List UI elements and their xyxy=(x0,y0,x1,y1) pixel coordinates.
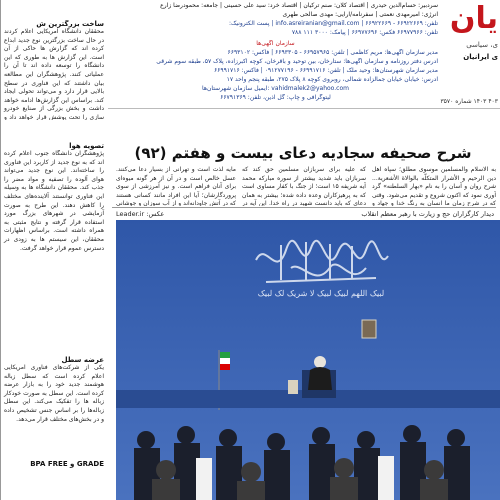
sidebar-section-text: یکی از شرکت‌های فناوری آمریکایی اعلام کرده است که سطل زباله هوشمند جدید خود را به بازار عرضه کرده است. این سطل به صورت خودکار زباله ها را تفکیک می‌کند. این سطل زباله‌ها را بر اساس جنس تشخیص داده و در بخش‌های مختلف قرار می‌دهد. xyxy=(4,364,104,423)
staff-contact: تلفن: ۶۶۹۷۷۹۶۶ فکس: ۶۶۹۷۷۶۹۶ | پیامک: ۳۰۰۰ ۱۱۱ ۷۸۸ xyxy=(291,29,438,36)
sidebar-section-title: عرضه سطل xyxy=(61,356,104,364)
staff-address: آدرس دفتر روزنامه و سازمان آگهی‌ها: ستارخان، بین توحید و باقرخان، کوچه اکبرزاده، پلاک ۵۷، طبقه سوم شرقی xyxy=(156,58,438,65)
sidebar-footer-line: GRADE و BPA FREE xyxy=(30,460,104,468)
issue-number: ۴۰۳ ۱۴۰۳ شماره ۳۵۷۰ xyxy=(440,98,498,105)
news-photo xyxy=(116,220,500,500)
banner-calligraphy: لبیک اللهم لبیک لبیک لا شریک لک لبیک xyxy=(257,289,385,298)
staff-contact: مدیر سازمان آگهی‌ها: مریم کاظمی | تلفن: ۶۶۹۵۷۹۶۵ - ۶۶۹۳۳۰۵ | فاکس: ۶۶۹۳۱۰۲ xyxy=(227,49,438,56)
ads-org-title: سازمان آگهی‌ها xyxy=(256,40,295,47)
staff-contact: مدیر سازمان شهرستان‌ها: وحید ملک | تلفن: ۶۶۹۹۱۷۱۶ - ۰۹۱۲۷۷۱۹۶ | فاکس: ۶۶۹۹۱۷۱۶ xyxy=(213,67,438,74)
article-column-2: که علیه برای سربازان مسلمین حق کند که سربازان باید شدید بیشتر از سوره مبارکه محمد آیه شریفه ۱۵ است؛ از جنگ با کفار مساوی است که به پرهیزکاران وعده داده شده؛ بیشتر به همان دعای که باید دانست شهید در راه خدا. این آیه در xyxy=(242,166,366,206)
staff-email: vahidmalek2@yahoo.com :ایمیل سازمان شهرستان‌ها xyxy=(202,85,349,92)
masthead-tagline: ی، سیاسی xyxy=(466,41,498,49)
divider xyxy=(112,207,496,208)
staff-printing: لیتوگرافی و چاپ: گل آذین، تلفن: ۶۶۷۹۱۳۶۹ xyxy=(220,94,331,101)
newspaper-logo: یان xyxy=(449,2,498,36)
sidebar-section-text: پژوهشگران دانشگاه جنوب اعلام کرده اند که به نوع جدید از کاربرد این فناوری را ساخته‌اند. این نوع جدید می‌تواند هوای آلوده را تصفیه و مواد مضر را جذب کند. محققان دانشگاه ها به وسیله این فناوری توانستند آلاینده‌های مختلف را کاهش دهند. این طرح به صورت آزمایشی در شهرهای بزرگ مورد استفاده قرار گرفته و نتایج مثبتی به همراه داشته است. براساس اظهارات محققان، این سیستم ها به زودی در دسترس عموم قرار خواهد گرفت. xyxy=(4,150,104,252)
article-column-1: به الاسلام والمسلمین موسوی مطلق؛ سپاه اهل دین الرحیم و الأشرار المتکلّه بالوالاة الأشعرية... شرح روان و آسان را به نام «بهار السلطنه» گرد آوری نمود که اکنون شروع و تقدیم می‌شود. وقتی که در شرح زمان ما انسان به رنگ خدا و جهاد و xyxy=(372,166,496,206)
sidebar-section-text: محققان دانشگاه آمریکایی اعلام کردند در حال ساخت بزرگترین نوع جدید ابداع کرده اند که گزارش ها حاکی از آن است. این گزارش ها به طوری که این دانشگاه را توسعه داده اند تا آن را عملیاتی کنند. پژوهشگران این مطالعه بیان داشتند که این فناوری در سطح بالایی قرار دارد و می‌تواند تحولی ایجاد کند. براساس این گزارش‌ها ادامه خواهد داشت و بخش بزرگی از صنایع خودرو سازی را تحت پوشش قرار خواهد داد و xyxy=(4,28,104,120)
photo-credit: Leader.ir :عکس xyxy=(116,210,165,218)
sidebar-column xyxy=(0,0,107,500)
staff-address: آدرس: خیابان خیابان جمالزاده شمالی، روبروی کوچه ۸ پلاک ۲۷۵، طبقه پنجم واحد ۱۷ xyxy=(226,76,438,83)
masthead-tagline-secondary: ی ایرانیان xyxy=(463,53,498,61)
staff-line xyxy=(113,2,438,11)
staff-editors: سردبیر: حسام‌الدین حیدری | اقتصاد کلان: صنم ترکیان | اقتصاد خرد: سید علی حسینی | جامعه: محمودرضا زارع xyxy=(160,2,438,9)
article-headline: شرح صحیفه سجادیه دعای بیست و هفتم (۹۲) xyxy=(134,144,472,162)
photo-caption: دیدار کارگزاران حج و زیارت با رهبر معظم انقلاب xyxy=(361,210,494,218)
divider xyxy=(108,108,500,109)
sidebar-section-title: ساخت بزرگترین ش xyxy=(36,20,104,28)
news-photo-illustration xyxy=(116,220,500,500)
article-column-3: مایه لذت است و تهرانی از بسیار دعا می‌کنند. عسل خالص است و در آن از هر گونه میوه‌ای برای آنان فراهم است. و نیز آمرزشی از سوی پروردگارشان؛ آیا این افراد مانند کسانی هستند که در آتش جاودانه‌اند و از آب سوزان و جوشانی xyxy=(116,166,236,206)
staff-line: انرژی: امیرمهدی نعمتی | سفرنامه/آرایی: مهدی صالحی طهری xyxy=(282,11,438,18)
staff-contact: تلفن: ۶۶۹۲۲۶۶۹ - ۶۶۹۲۲۶۶۹ | info.asreiranian@gmail.com | پست الکترونیک: xyxy=(229,20,438,27)
sidebar-section-title: تصویه هوا xyxy=(69,142,104,150)
